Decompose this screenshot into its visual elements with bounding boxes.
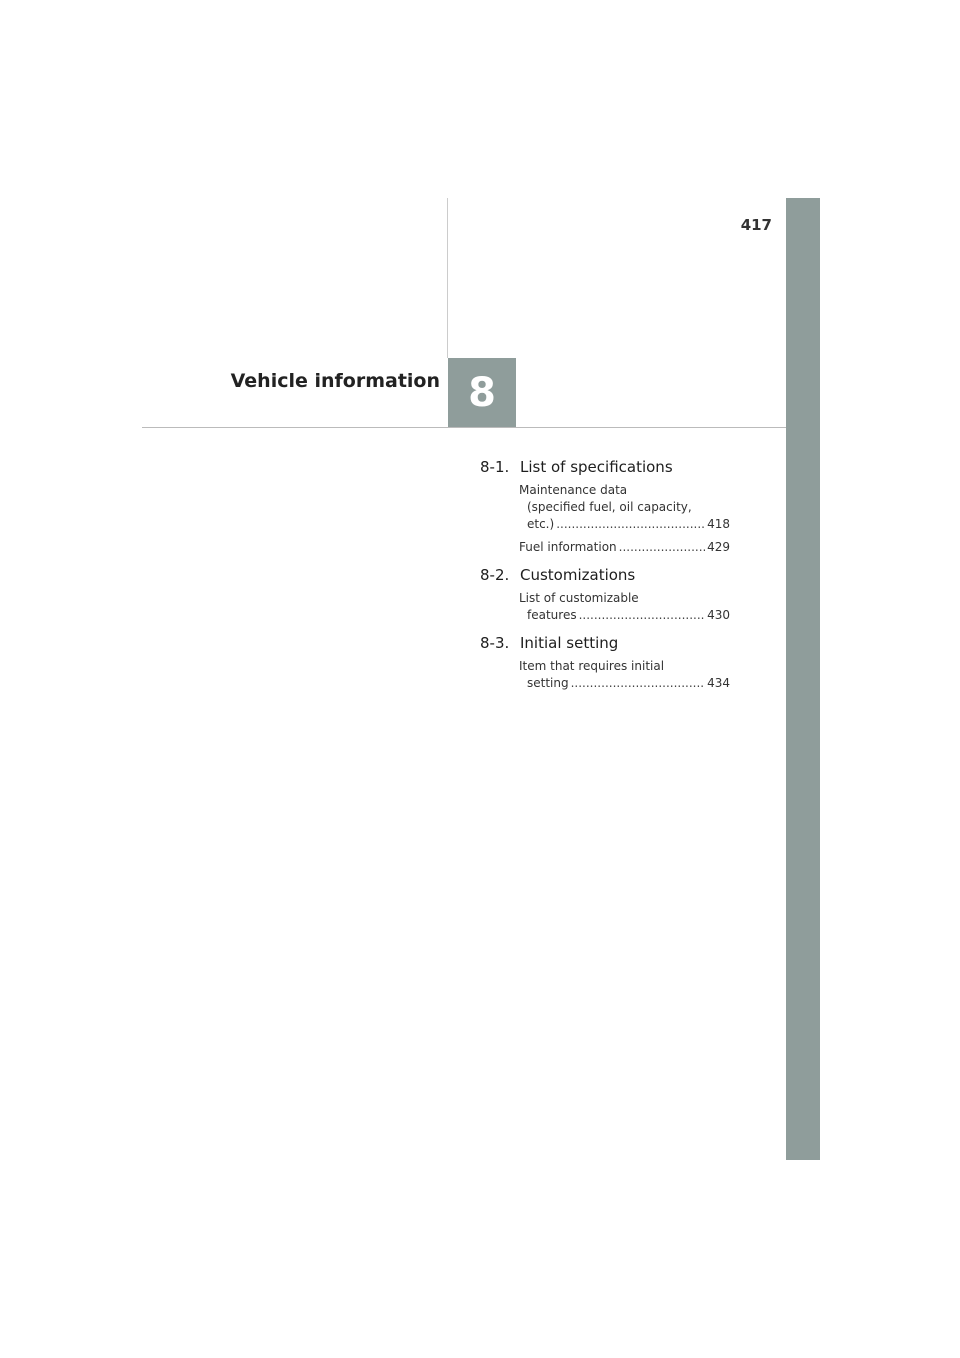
section-heading[interactable] <box>480 458 730 476</box>
entry-text: setting <box>527 676 569 690</box>
entry-page: 434 <box>707 676 730 690</box>
horizontal-divider <box>142 427 786 428</box>
entry-page: 429 <box>707 540 730 554</box>
section-title: Customizations <box>520 566 636 584</box>
section-number: 8-3. <box>480 634 510 652</box>
dot-leader <box>579 607 706 624</box>
chapter-number-box <box>448 358 516 427</box>
toc-section <box>480 634 730 692</box>
chapter-title: Vehicle information <box>230 370 440 392</box>
toc-section <box>480 566 730 624</box>
dot-leader <box>619 539 705 556</box>
dot-leader <box>571 675 705 692</box>
entry-text: Item that requires initial <box>519 659 665 673</box>
entry-text: features <box>527 608 577 622</box>
entry-text: Fuel information <box>519 540 617 554</box>
section-number: 8-2. <box>480 566 510 584</box>
toc-section <box>480 458 730 556</box>
section-heading[interactable] <box>480 566 730 584</box>
entry-page: 430 <box>707 608 730 622</box>
entry-text: List of customizable <box>519 591 639 605</box>
entry-text: etc.) <box>527 517 555 531</box>
table-of-contents <box>480 458 730 702</box>
vertical-divider <box>447 198 448 358</box>
section-heading[interactable] <box>480 634 730 652</box>
entry-page: 418 <box>707 517 730 531</box>
section-title: Initial setting <box>520 634 619 652</box>
chapter-number: 8 <box>468 369 496 416</box>
section-number: 8-1. <box>480 458 510 476</box>
page-number: 417 <box>740 216 772 234</box>
entry-text: Maintenance data <box>519 483 628 497</box>
dot-leader <box>556 516 705 533</box>
toc-entry[interactable] <box>519 658 730 692</box>
toc-entry[interactable] <box>519 590 730 624</box>
toc-entry[interactable] <box>519 539 730 556</box>
entry-text: (specified fuel, oil capacity, <box>527 500 692 514</box>
section-title: List of specifications <box>520 458 673 476</box>
side-tab <box>786 198 820 1160</box>
toc-entry[interactable] <box>519 482 730 533</box>
